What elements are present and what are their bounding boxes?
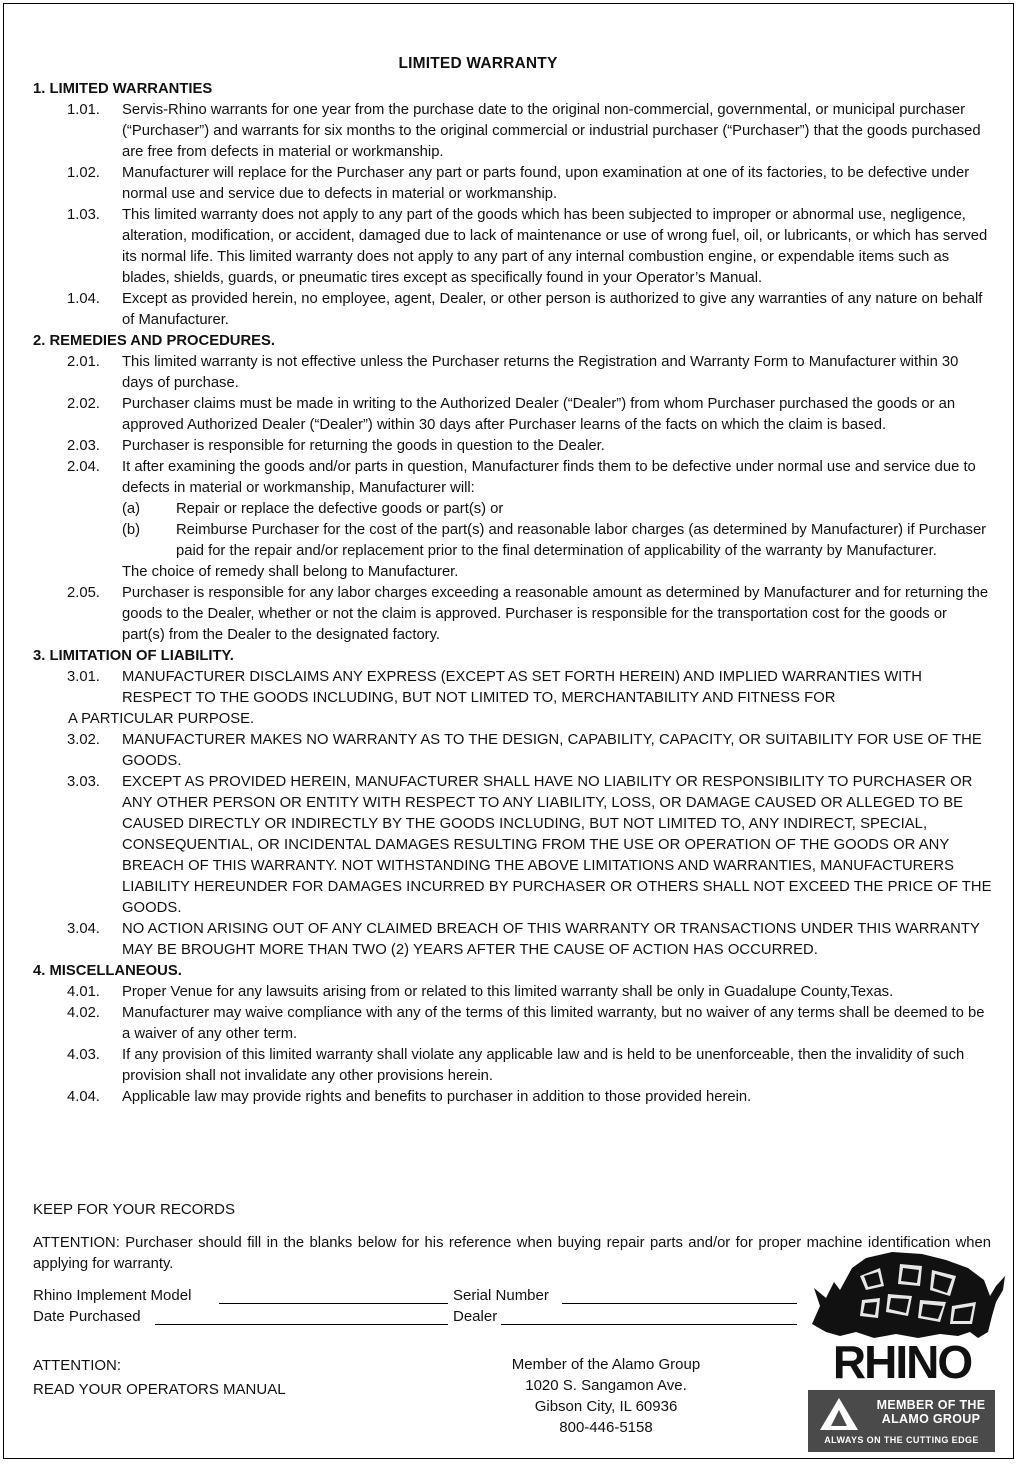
clause <box>33 394 993 436</box>
clause <box>33 583 993 646</box>
clause <box>33 163 993 205</box>
alamo-badge-line2: ALAMO GROUP <box>881 1412 981 1426</box>
clause-number: 4.04. <box>67 1089 100 1105</box>
clause-number: 1.04. <box>67 291 100 307</box>
sub-clause-letter: (a) <box>122 501 141 517</box>
clause-number: 3.01. <box>67 669 100 685</box>
clause-number: 2.04. <box>67 459 100 475</box>
clause-number: 4.01. <box>67 984 100 1000</box>
rhino-logo-icon <box>800 1246 1005 1386</box>
clause <box>33 982 993 1003</box>
clause <box>33 436 993 457</box>
dealer-blank[interactable] <box>501 1324 797 1325</box>
sub-clause-text: Reimburse Purchaser for the cost of the part(s) and reasonable labor charges (as determined by Manufacturer) if Purchaser paid for the repair and/or replacement prior to the final determination of applicability of the warranty by Manufacturer. <box>176 522 987 559</box>
keep-records-note: KEEP FOR YOUR RECORDS <box>33 1201 235 1218</box>
sub-clause <box>33 499 993 520</box>
clause-text: Proper Venue for any lawsuits arising from or related to this limited warranty shall be only in Guadalupe County,Texas. <box>122 984 894 1000</box>
clause-text: Manufacturer may waive compliance with any of the terms of this limited warranty, but no waiver of any terms shall be deemed to be a waiver of any other term. <box>122 1005 985 1042</box>
attention-purchaser-note: ATTENTION: Purchaser should fill in the blanks below for his reference when buying repair parts and/or for proper machine identification when applying for warranty. <box>33 1235 991 1272</box>
clause-number: 4.02. <box>67 1005 100 1021</box>
clause-text: Applicable law may provide rights and benefits to purchaser in addition to those provided herein. <box>122 1089 752 1105</box>
serial-label: Serial Number <box>453 1287 549 1304</box>
clause-number: 3.04. <box>67 921 100 937</box>
clause-number: 3.03. <box>67 774 100 790</box>
member-line: Member of the Alamo Group <box>511 1356 701 1373</box>
clause-text: Purchaser claims must be made in writing to the Authorized Dealer (“Dealer”) from whom Purchaser purchased the goods or an approved Authorized Dealer (“Dealer”) within 30 days after Purchaser learns of the facts on which the claim is based. <box>122 396 956 433</box>
clause-text: This limited warranty does not apply to any part of the goods which has been subjected to improper or abnormal use, negligence, alteration, modification, or accident, damaged due to lack of maintenance or use of wrong fuel, oil, or lubricants, or which has served its normal life. This limited warranty does not apply to any part of any internal combustion engine, or expendable items such as blades, shields, guards, or pneumatic tires except as specifically found in your Operator’s Manual. <box>122 207 988 286</box>
clause-text: Purchaser is responsible for returning the goods in question to the Dealer. <box>122 438 605 454</box>
section-heading: 1. LIMITED WARRANTIES <box>33 81 213 97</box>
phone-number: 800-446-5158 <box>559 1419 653 1436</box>
clause <box>33 100 993 163</box>
clause-text: NO ACTION ARISING OUT OF ANY CLAIMED BREACH OF THIS WARRANTY OR TRANSACTIONS UNDER THIS WARRANTY MAY BE BROUGHT MORE THAN TWO (2) YEARS AFTER THE CAUSE OF ACTION HAS OCCURRED. <box>122 921 980 958</box>
date-purchased-label: Date Purchased <box>33 1308 141 1325</box>
clause <box>33 772 993 919</box>
dealer-label: Dealer <box>453 1308 498 1325</box>
warranty-body <box>33 79 993 1108</box>
sub-clause-letter: (b) <box>122 522 141 538</box>
page-title: LIMITED WARRANTY <box>398 55 558 72</box>
model-blank[interactable] <box>219 1303 448 1304</box>
clause <box>33 352 993 394</box>
member-address-block <box>450 1354 762 1438</box>
clause <box>33 667 993 730</box>
clause-number: 2.05. <box>67 585 100 601</box>
address-city: Gibson City, IL 60936 <box>534 1398 678 1415</box>
clause <box>33 1087 993 1108</box>
clause <box>33 1045 993 1087</box>
alamo-group-badge <box>808 1390 995 1452</box>
alamo-tagline: ALWAYS ON THE CUTTING EDGE <box>824 1435 979 1445</box>
clause-text: Except as provided herein, no employee, agent, Dealer, or other person is authorized to give any warranties of any nature on behalf of Manufacturer. <box>122 291 983 328</box>
clause-text: Servis-Rhino warrants for one year from the purchase date to the original non-commercial, governmental, or municipal purchaser (“Purchaser”) and warrants for six months to the original commercial or industrial purchaser (“Purchaser”) that the goods purchased are free from defects in material or workmanship. <box>122 102 981 160</box>
section-heading: 2. REMEDIES AND PROCEDURES. <box>33 333 275 349</box>
section-heading: 3. LIMITATION OF LIABILITY. <box>33 648 234 664</box>
clause-number: 1.01. <box>67 102 100 118</box>
clause <box>33 205 993 289</box>
clause-text: If any provision of this limited warranty shall violate any applicable law and is held to be unenforceable, then the invalidity of such provision shall not invalidate any other provisions herein. <box>122 1047 965 1084</box>
clause-number: 3.02. <box>67 732 100 748</box>
clause-continuation: A PARTICULAR PURPOSE. <box>68 711 255 727</box>
alamo-a-icon <box>818 1396 860 1432</box>
model-label: Rhino Implement Model <box>33 1287 192 1304</box>
clause <box>33 1003 993 1045</box>
sub-clause <box>33 520 993 562</box>
clause-number: 1.03. <box>67 207 100 223</box>
clause-text: This limited warranty is not effective unless the Purchaser returns the Registration and Warranty Form to Manufacturer within 30 days of purchase. <box>122 354 959 391</box>
clause-text: MANUFACTURER MAKES NO WARRANTY AS TO THE DESIGN, CAPABILITY, CAPACITY, OR SUITABILITY FOR USE OF THE GOODS. <box>122 732 982 769</box>
rhino-brand-text: RHINO <box>832 1336 972 1386</box>
attention-manual-line1: ATTENTION: <box>33 1357 122 1374</box>
clause-number: 2.02. <box>67 396 100 412</box>
serial-blank[interactable] <box>562 1303 797 1304</box>
attention-manual-line2: READ YOUR OPERATORS MANUAL <box>33 1381 286 1398</box>
clause <box>33 289 993 331</box>
clause-text: Purchaser is responsible for any labor charges exceeding a reasonable amount as determined by Manufacturer and for returning the goods to the Dealer, whether or not the claim is approved. Purchaser is responsible for the transportation cost for the goods or part(s) from the Dealer to the designated factory. <box>122 585 989 643</box>
clause <box>33 919 993 961</box>
address-street: 1020 S. Sangamon Ave. <box>525 1377 687 1394</box>
alamo-badge-text <box>866 1398 996 1426</box>
sub-clause-text: Repair or replace the defective goods or part(s) or <box>176 501 504 517</box>
clause-text: Manufacturer will replace for the Purchaser any part or parts found, upon examination at one of its factories, to be defective under normal use and service due to defects in material or workmanship. <box>122 165 970 202</box>
clause-text: MANUFACTURER DISCLAIMS ANY EXPRESS (EXCEPT AS SET FORTH HEREIN) AND IMPLIED WARRANTIES WITH RESPECT TO THE GOODS INCLUDING, BUT NOT LIMITED TO, MERCHANTABILITY AND FITNESS FOR <box>122 669 922 706</box>
attention-manual-note <box>33 1354 286 1402</box>
clause-text: EXCEPT AS PROVIDED HEREIN, MANUFACTURER SHALL HAVE NO LIABILITY OR RESPONSIBILITY TO PURCHASER OR ANY OTHER PERSON OR ENTITY WITH RESPECT TO ANY LIABILITY, LOSS, OR DAMAGE CAUSED OR ALLEGED TO BE CAUSED DIRECTLY OR INDIRECTLY BY THE GOODS INCLUDING, BUT NOT LIMITED TO, ANY INDIRECT, SPECIAL, CONSEQUENTIAL, OR INCIDENTAL DAMAGES RESULTING FROM THE USE OR OPERATION OF THE GOODS OR ANY BREACH OF THIS WARRANTY. NOT WITHSTANDING THE ABOVE LIMITATIONS AND WARRANTIES, MANUFACTURERS LIABILITY HEREUNDER FOR DAMAGES INCURRED BY PURCHASER OR OTHERS SHALL NOT EXCEED THE PRICE OF THE GOODS. <box>122 774 992 916</box>
clause-text: It after examining the goods and/or parts in question, Manufacturer finds them to be defective under normal use and service due to defects in material or workmanship, Manufacturer will: <box>122 459 976 496</box>
clause-number: 2.03. <box>67 438 100 454</box>
clause <box>33 730 993 772</box>
alamo-badge-line1: MEMBER OF THE <box>876 1398 986 1412</box>
clause-number: 2.01. <box>67 354 100 370</box>
remedy-note: The choice of remedy shall belong to Manufacturer. <box>122 564 459 580</box>
section-heading: 4. MISCELLANEOUS. <box>33 963 182 979</box>
date-purchased-blank[interactable] <box>155 1324 448 1325</box>
clause-number: 1.02. <box>67 165 100 181</box>
clause-number: 4.03. <box>67 1047 100 1063</box>
clause <box>33 457 993 499</box>
